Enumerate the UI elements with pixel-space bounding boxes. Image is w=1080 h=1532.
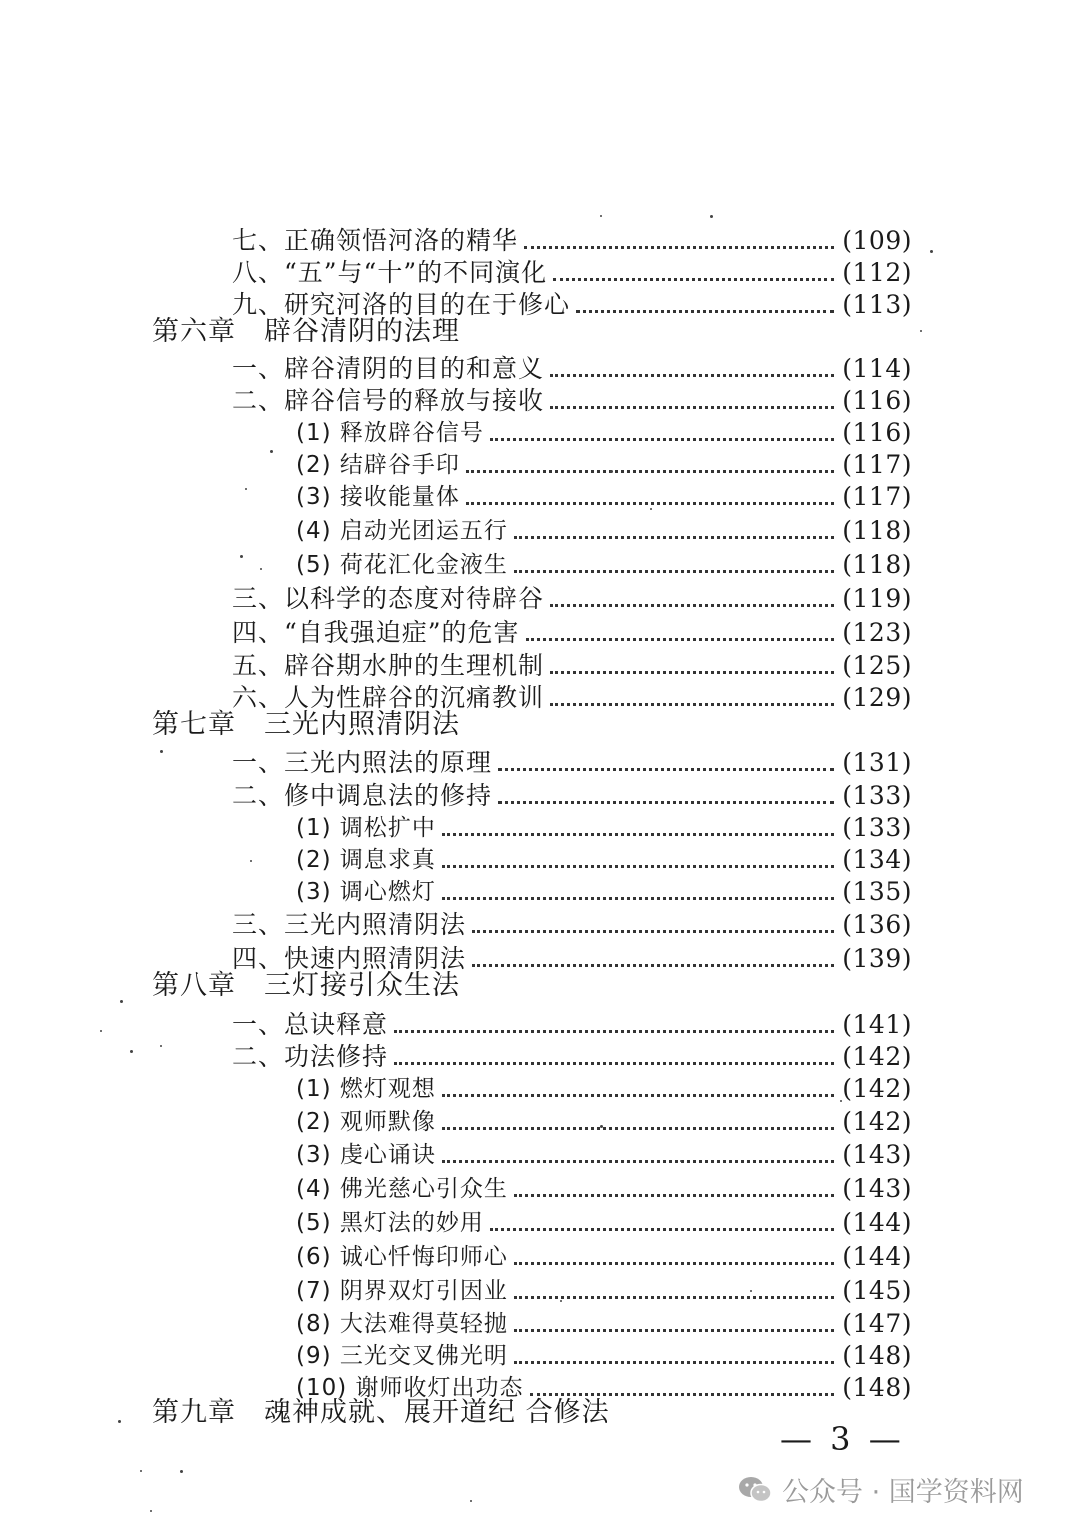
toc-entry-title: (6) 诚心忏悔印师心 (296, 1244, 508, 1270)
toc-entry (232, 254, 912, 288)
toc-subentry (296, 546, 912, 580)
toc-entry-title: 一、辟谷清阴的目的和意义 (232, 354, 545, 383)
toc-subentry (296, 1103, 912, 1137)
dot-leader (514, 1194, 834, 1197)
toc-entry-title: (1) 调松扩中 (296, 815, 436, 841)
toc-entry-title: (9) 三光交叉佛光明 (296, 1343, 508, 1369)
toc-entry (232, 614, 912, 648)
dot-leader (514, 1329, 834, 1332)
toc-page-number: (125) (842, 651, 912, 680)
scan-speck (160, 1045, 162, 1047)
toc-entry-title: (8) 大法难得莫轻抛 (296, 1311, 508, 1337)
toc-entry-title: (4) 启动光团运五行 (296, 518, 508, 544)
toc-entry-title: 九、研究河洛的目的在于修心 (232, 290, 571, 319)
toc-page-number: (141) (842, 1010, 912, 1039)
toc-entry-title: (7) 阴界双灯引因业 (296, 1278, 508, 1304)
toc-page-number: (139) (842, 944, 912, 973)
toc-entry-title: 一、三光内照法的原理 (232, 748, 493, 777)
toc-page-number: (136) (842, 910, 912, 939)
chapter-heading: 第七章 三光内照清阴法 (152, 709, 460, 740)
toc-page-number: (144) (842, 1208, 912, 1237)
toc-entry-title: 二、辟谷信号的释放与接收 (232, 386, 545, 415)
toc-page-number: (142) (842, 1107, 912, 1136)
toc-entry-title: 四、“自我强迫症”的危害 (232, 618, 520, 647)
toc-page-number: (118) (842, 516, 912, 545)
toc-entry (232, 906, 912, 940)
toc-entry (232, 679, 912, 713)
dot-leader (442, 1127, 834, 1130)
scan-speck (160, 750, 163, 753)
toc-entry-title: (5) 黑灯法的妙用 (296, 1210, 484, 1236)
toc-subentry (296, 1305, 912, 1339)
toc-entry-title: (4) 佛光慈心引众生 (296, 1176, 508, 1202)
toc-entry-title: 二、修中调息法的修持 (232, 781, 493, 810)
scan-speck (118, 1420, 121, 1423)
toc-entry-title: (5) 荷花汇化金液生 (296, 552, 508, 578)
toc-entry-title: (1) 释放辟谷信号 (296, 420, 484, 446)
toc-page-number: (148) (842, 1341, 912, 1370)
toc-page-number: (133) (842, 781, 912, 810)
scan-speck (920, 330, 922, 332)
toc-subentry (296, 1272, 912, 1306)
toc-entry-title: (2) 观师默像 (296, 1109, 436, 1135)
toc-page-number: (119) (842, 584, 912, 613)
dot-leader (442, 897, 834, 900)
toc-page-number: (142) (842, 1042, 912, 1071)
toc-subentry (296, 1136, 912, 1170)
toc-entry (232, 382, 912, 416)
toc-page-number: (118) (842, 550, 912, 579)
toc-page-number: (134) (842, 845, 912, 874)
dot-leader (576, 310, 834, 313)
toc-entry-title: (1) 燃灯观想 (296, 1076, 436, 1102)
scan-speck (100, 1030, 102, 1032)
toc-page-number: (135) (842, 877, 912, 906)
dot-leader (394, 1030, 834, 1033)
toc-page-number: (133) (842, 813, 912, 842)
toc-page-number: (148) (842, 1373, 912, 1402)
toc-page-number: (131) (842, 748, 912, 777)
dot-leader (442, 833, 834, 836)
toc-entry-title: (3) 虔心诵诀 (296, 1142, 436, 1168)
scan-speck (840, 1100, 842, 1102)
dot-leader (466, 470, 834, 473)
toc-entry-title: 七、正确领悟河洛的精华 (232, 226, 519, 255)
toc-page-number: (116) (842, 386, 912, 415)
dot-leader (472, 930, 834, 933)
dot-leader (550, 703, 834, 706)
toc-entry (232, 286, 912, 320)
chapter-heading: 第八章 三灯接引众生法 (152, 970, 460, 1001)
toc-page-number: (114) (842, 354, 912, 383)
dot-leader (550, 604, 834, 607)
toc-entry-title: 五、辟谷期水肿的生理机制 (232, 651, 545, 680)
scan-speck (560, 1300, 562, 1302)
toc-page-number: (143) (842, 1174, 912, 1203)
scan-speck (260, 568, 262, 570)
toc-page-number: (116) (842, 418, 912, 447)
dot-leader (550, 406, 834, 409)
toc-subentry (296, 873, 912, 907)
toc-subentry (296, 1170, 912, 1204)
toc-subentry (296, 1238, 912, 1272)
toc-entry-title: 八、“五”与“十”的不同演化 (232, 258, 548, 287)
toc-page-number: (113) (842, 290, 912, 319)
toc-page-number: (123) (842, 618, 912, 647)
dot-leader (550, 671, 834, 674)
toc-subentry (296, 1204, 912, 1238)
dot-leader (490, 438, 834, 441)
toc-page-number: (117) (842, 450, 912, 479)
dot-leader (553, 278, 834, 281)
dot-leader (514, 570, 834, 573)
scan-speck (610, 470, 613, 473)
scan-speck (250, 860, 252, 862)
dot-leader (514, 1262, 834, 1265)
toc-page-number: (109) (842, 226, 912, 255)
dot-leader (466, 502, 834, 505)
toc-entry (232, 350, 912, 384)
scan-speck (600, 1125, 603, 1128)
dot-leader (472, 964, 834, 967)
toc-entry (232, 777, 912, 811)
scan-speck (130, 1050, 133, 1053)
toc-page-number: (142) (842, 1074, 912, 1103)
scan-speck (270, 450, 273, 453)
dot-leader (550, 374, 834, 377)
scan-speck (180, 1470, 183, 1473)
dot-leader (442, 1160, 834, 1163)
toc-entry-title: 三、以科学的态度对待辟谷 (232, 584, 545, 613)
dot-leader (514, 536, 834, 539)
dot-leader (498, 768, 834, 771)
toc-entry (232, 647, 912, 681)
scan-speck (600, 215, 602, 217)
toc-entry-title: (2) 调息求真 (296, 847, 436, 873)
toc-entry (232, 744, 912, 778)
toc-subentry (296, 512, 912, 546)
toc-page-number: (145) (842, 1276, 912, 1305)
toc-entry (232, 940, 912, 974)
dot-leader (394, 1062, 834, 1065)
toc-entry-title: 四、快速内照清阴法 (232, 944, 467, 973)
toc-entry (232, 222, 912, 256)
toc-subentry (296, 809, 912, 843)
dot-leader (526, 638, 835, 641)
toc-entry-title: 六、人为性辟谷的沉痛教训 (232, 683, 545, 712)
watermark (738, 1470, 1024, 1509)
toc-page-number: (144) (842, 1242, 912, 1271)
scan-speck (750, 1290, 752, 1292)
scan-speck (140, 1470, 142, 1472)
scan-speck (470, 1500, 472, 1502)
watermark-text: 公众号 · 国学资料网 (782, 1477, 1024, 1508)
chapter-heading: 第六章 辟谷清阴的法理 (152, 316, 460, 347)
wechat-icon (738, 1476, 772, 1504)
toc-entry-title: 一、总诀释意 (232, 1010, 389, 1039)
toc-subentry (296, 414, 912, 448)
toc-entry-title: (2) 结辟谷手印 (296, 452, 460, 478)
dot-leader (514, 1296, 834, 1299)
scan-speck (680, 1160, 682, 1162)
dot-leader (490, 1228, 834, 1231)
toc-page-number: (129) (842, 683, 912, 712)
toc-entry-title: 三、三光内照清阴法 (232, 910, 467, 939)
dot-leader (442, 865, 834, 868)
chapter-heading: 第九章 魂神成就、展开道纪 合修法 (152, 1397, 610, 1428)
toc-entry (232, 1038, 912, 1072)
toc-entry-title: 二、功法修持 (232, 1042, 389, 1071)
toc-subentry (296, 841, 912, 875)
dot-leader (530, 1393, 835, 1396)
scan-speck (150, 1510, 152, 1512)
dot-leader (498, 801, 834, 804)
scan-speck (245, 488, 247, 490)
dot-leader (514, 1361, 834, 1364)
scan-speck (120, 1000, 123, 1003)
toc-subentry (296, 446, 912, 480)
toc-entry-title: (3) 接收能量体 (296, 484, 460, 510)
toc-page-number: (143) (842, 1140, 912, 1169)
toc-page-number: (147) (842, 1309, 912, 1338)
toc-page-number: (112) (842, 258, 912, 287)
toc-entry-title: (3) 调心燃灯 (296, 879, 436, 905)
page-number: — 3 — (780, 1420, 905, 1458)
toc-subentry (296, 1337, 912, 1371)
toc-subentry (296, 1070, 912, 1104)
dot-leader (524, 246, 834, 249)
toc-subentry (296, 478, 912, 512)
toc-entry-title: (10) 谢师收灯出功态 (296, 1375, 524, 1401)
scan-speck (240, 555, 243, 558)
scan-speck (710, 215, 713, 218)
toc-page-number: (117) (842, 482, 912, 511)
toc-entry (232, 580, 912, 614)
scan-speck (930, 250, 933, 253)
toc-entry (232, 1006, 912, 1040)
dot-leader (442, 1094, 834, 1097)
scan-speck (650, 508, 652, 510)
